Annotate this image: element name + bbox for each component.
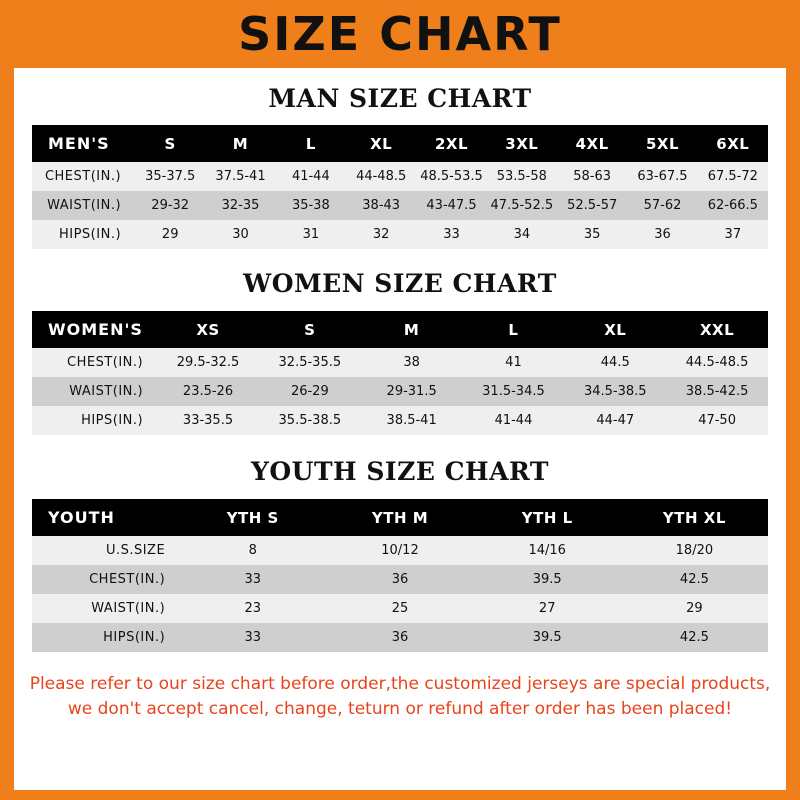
table-cell: 29-31.5 <box>386 384 437 399</box>
table-cell: 31.5-34.5 <box>482 384 545 399</box>
youth-table-body <box>32 536 768 652</box>
table-cell: 32.5-35.5 <box>278 355 342 370</box>
table-cell: 47-50 <box>698 413 736 428</box>
women-header-xxl: XXL <box>699 320 735 339</box>
table-cell: 34.5-38.5 <box>583 384 647 399</box>
row-label: CHEST(IN.) <box>67 355 144 370</box>
youth-header-xl: YTH XL <box>662 508 726 527</box>
table-cell: 18/20 <box>675 543 714 558</box>
table-cell: 27 <box>538 601 556 616</box>
women-table-body <box>32 348 768 435</box>
row-label: CHEST(IN.) <box>44 169 122 184</box>
table-cell: 35.5-38.5 <box>278 413 342 428</box>
order-policy-note-line-2: we don't accept cancel, change, teturn or refund after order has been placed! <box>67 698 733 719</box>
table-row <box>32 623 768 652</box>
women-section-title: WOMEN SIZE CHART <box>243 269 557 298</box>
table-header-row <box>32 125 768 162</box>
table-cell: 26-29 <box>290 384 329 399</box>
table-cell: 23.5-26 <box>182 384 234 399</box>
women-header-xl: XL <box>604 320 627 339</box>
row-label: HIPS(IN.) <box>103 630 166 645</box>
women-section <box>14 269 786 435</box>
table-cell: 53.5-58 <box>496 169 547 184</box>
men-header-label: MEN'S <box>48 134 110 153</box>
table-cell: 41-44 <box>494 413 533 428</box>
order-policy-note-line-1: Please refer to our size chart before order,the customized jerseys are special products, <box>29 674 771 694</box>
table-row <box>32 348 768 377</box>
row-label: HIPS(IN.) <box>81 413 144 428</box>
men-header-6xl: 6XL <box>716 134 750 153</box>
youth-header-m: YTH M <box>371 508 429 527</box>
row-label: HIPS(IN.) <box>58 227 122 242</box>
table-cell: 57-62 <box>643 198 682 213</box>
table-cell: 29 <box>686 601 703 616</box>
table-cell: 10/12 <box>381 543 419 558</box>
men-header-3xl: 3XL <box>505 134 539 153</box>
table-cell: 33 <box>244 572 262 587</box>
table-cell: 32 <box>372 227 390 242</box>
table-cell: 31 <box>302 227 320 242</box>
table-cell: 43-47.5 <box>426 198 477 213</box>
table-row <box>32 594 768 623</box>
youth-section <box>14 457 786 652</box>
men-header-4xl: 4XL <box>575 134 609 153</box>
women-size-table <box>32 311 768 435</box>
table-cell: 52.5-57 <box>567 198 618 213</box>
men-table-body <box>32 162 768 249</box>
table-cell: 36 <box>654 227 671 242</box>
table-header-row <box>32 311 768 348</box>
women-header-xs: XS <box>196 320 220 339</box>
table-cell: 38.5-42.5 <box>685 384 749 399</box>
table-cell: 39.5 <box>532 572 562 587</box>
men-size-table <box>32 125 768 249</box>
table-row <box>32 191 768 220</box>
table-cell: 25 <box>391 601 409 616</box>
women-header-m: M <box>403 320 420 339</box>
table-cell: 42.5 <box>679 572 709 587</box>
table-cell: 37.5-41 <box>215 169 266 184</box>
table-cell: 36 <box>391 572 409 587</box>
table-cell: 48.5-53.5 <box>420 169 483 184</box>
women-header-label: WOMEN'S <box>48 320 143 339</box>
men-header-l: L <box>305 134 316 153</box>
table-cell: 63-67.5 <box>637 169 688 184</box>
table-cell: 35-38 <box>291 198 330 213</box>
table-cell: 39.5 <box>532 630 562 645</box>
table-header-row <box>32 499 768 536</box>
table-cell: 32-35 <box>221 198 260 213</box>
table-cell: 35-37.5 <box>145 169 196 184</box>
table-cell: 58-63 <box>573 169 612 184</box>
order-policy-note <box>14 672 786 721</box>
table-cell: 38-43 <box>362 198 401 213</box>
men-header-5xl: 5XL <box>645 134 680 153</box>
table-row <box>32 220 768 249</box>
table-cell: 41 <box>505 355 522 370</box>
page-banner <box>0 0 800 68</box>
youth-size-table <box>32 499 768 652</box>
men-header-s: S <box>164 134 176 153</box>
table-cell: 44.5-48.5 <box>685 355 749 370</box>
row-label: WAIST(IN.) <box>69 384 144 399</box>
table-cell: 36 <box>391 630 409 645</box>
table-cell: 23 <box>244 601 262 616</box>
table-cell: 38.5-41 <box>386 413 437 428</box>
table-cell: 29.5-32.5 <box>176 355 240 370</box>
youth-table-header <box>32 499 768 536</box>
table-row <box>32 377 768 406</box>
table-cell: 47.5-52.5 <box>490 198 554 213</box>
men-header-2xl: 2XL <box>434 134 469 153</box>
table-row <box>32 162 768 191</box>
bottom-accent-strip <box>0 790 800 800</box>
table-cell: 44.5 <box>600 355 630 370</box>
men-section-title: MAN SIZE CHART <box>268 84 532 113</box>
youth-header-label: YOUTH <box>48 508 115 527</box>
table-cell: 30 <box>232 227 249 242</box>
youth-section-title: YOUTH SIZE CHART <box>251 457 549 486</box>
row-label: WAIST(IN.) <box>91 601 166 616</box>
table-cell: 29 <box>161 227 179 242</box>
men-header-xl: XL <box>370 134 393 153</box>
youth-header-s: YTH S <box>226 508 279 527</box>
table-cell: 33 <box>244 630 262 645</box>
table-cell: 35 <box>583 227 601 242</box>
men-header-m: M <box>232 134 249 153</box>
table-cell: 41-44 <box>291 169 330 184</box>
women-header-l: L <box>508 320 519 339</box>
table-row <box>32 536 768 565</box>
page-title: SIZE CHART <box>238 7 562 61</box>
table-cell: 14/16 <box>528 543 566 558</box>
table-cell: 44-48.5 <box>356 169 407 184</box>
table-cell: 38 <box>403 355 420 370</box>
table-cell: 33-35.5 <box>182 413 234 428</box>
table-cell: 44-47 <box>596 413 635 428</box>
women-header-s: S <box>304 320 316 339</box>
table-cell: 33 <box>443 227 460 242</box>
row-label: U.S.SIZE <box>105 543 166 558</box>
row-label: CHEST(IN.) <box>89 572 166 587</box>
table-cell: 8 <box>248 543 257 558</box>
table-cell: 37 <box>724 227 742 242</box>
men-table-header <box>32 125 768 162</box>
table-row <box>32 406 768 435</box>
row-label: WAIST(IN.) <box>47 198 122 213</box>
table-cell: 34 <box>513 227 531 242</box>
table-cell: 29-32 <box>151 198 190 213</box>
youth-header-l: YTH L <box>521 508 573 527</box>
women-table-header <box>32 311 768 348</box>
men-section <box>14 84 786 249</box>
table-cell: 62-66.5 <box>707 198 758 213</box>
table-cell: 42.5 <box>679 630 709 645</box>
table-cell: 67.5-72 <box>707 169 758 184</box>
table-row <box>32 565 768 594</box>
